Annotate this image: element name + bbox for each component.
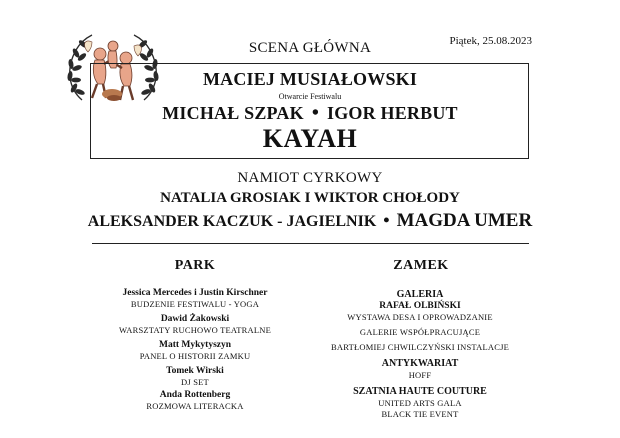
park-entry	[85, 288, 305, 310]
park-entry	[85, 340, 305, 362]
gallery-line: BARTŁOMIEJ CHWILCZYŃSKI INSTALACJE	[331, 342, 509, 352]
park-column	[85, 288, 305, 412]
park-entry	[85, 390, 305, 412]
headliner-1: MACIEJ MUSIAŁOWSKI	[202, 69, 418, 89]
event-date: Piątek, 25.08.2023	[449, 35, 532, 47]
circus-tent-act-2-row	[0, 210, 620, 232]
main-stage-title: SCENA GŁÓWNA	[248, 40, 372, 56]
section-divider	[92, 243, 529, 244]
gallery-entry	[310, 301, 530, 353]
performer-name: Anda Rottenberg	[159, 390, 231, 400]
event-description: ROZMOWA LITERACKA	[146, 401, 244, 411]
opening-note: Otwarcie Festiwalu	[278, 92, 342, 101]
headliner-2b: IGOR HERBUT	[327, 103, 458, 123]
couture-line: UNITED ARTS GALA	[378, 398, 462, 408]
circus-tent-act-2b: MAGDA UMER	[396, 210, 533, 231]
circus-tent-act-2a: ALEKSANDER KACZUK - JAGIELNIK	[87, 213, 377, 230]
antiques-line: HOFF	[408, 370, 432, 380]
circus-tent-title: NAMIOT CYRKOWY	[237, 170, 383, 186]
gallery-title: GALERIA	[396, 289, 444, 300]
performer-name: Tomek Wirski	[166, 366, 224, 376]
event-description: PANEL O HISTORII ZAMKU	[139, 351, 251, 361]
couture-entry	[310, 398, 530, 420]
park-entry	[85, 366, 305, 388]
event-description: BUDZENIE FESTIWALU - YOGA	[130, 299, 260, 309]
bullet-separator: •	[311, 102, 320, 124]
castle-title: ZAMEK	[393, 258, 449, 273]
performer-name: Dawid Żakowski	[160, 314, 230, 324]
couture-title: SZATNIA HAUTE COUTURE	[353, 386, 487, 397]
performer-name: Matt Mykytyszyn	[158, 340, 232, 350]
gallery-line: GALERIE WSPÓŁPRACUJĄCE	[359, 327, 481, 337]
circus-tent-act-1: NATALIA GROSIAK I WIKTOR CHOŁODY	[160, 190, 460, 206]
gallery-line: WYSTAWA DESA I OPROWADZANIE	[347, 312, 493, 322]
park-entry	[85, 314, 305, 336]
artist-name: RAFAŁ OLBIŃSKI	[379, 301, 461, 311]
park-title: PARK	[174, 258, 216, 273]
bullet-separator: •	[383, 210, 390, 230]
castle-column	[310, 288, 530, 420]
headliner-2a: MICHAŁ SZPAK	[162, 103, 304, 123]
event-description: DJ SET	[181, 377, 209, 387]
antiques-title: ANTYKWARIAT	[381, 358, 459, 369]
performer-name: Jessica Mercedes i Justin Kirschner	[122, 288, 268, 298]
headliner-2-row	[0, 102, 620, 125]
couture-line: BLACK TIE EVENT	[381, 409, 459, 419]
antiques-entry	[310, 370, 530, 381]
event-description: WARSZTATY RUCHOWO TEATRALNE	[118, 325, 272, 335]
headliner-3: KAYAH	[262, 124, 358, 153]
